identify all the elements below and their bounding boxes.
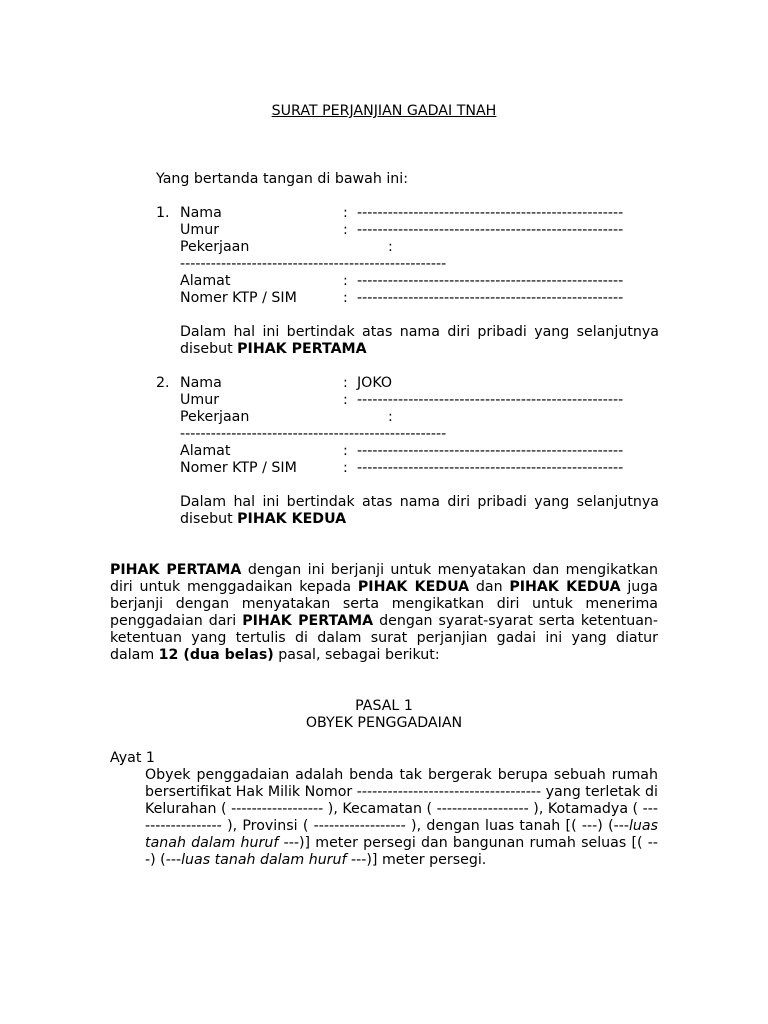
id-value: ---------------------------------------------------- [357, 460, 624, 476]
party-one-address-row [156, 273, 659, 290]
party-one-occupation-row [156, 239, 659, 256]
pasal-heading: PASAL 1 [355, 698, 413, 714]
colon: : [343, 460, 348, 476]
party-one-block [156, 205, 659, 358]
paragraph-text: dengan ini berjanji untuk menyatakan dan mengikatkan diri untuk menggadaikan kepada [110, 562, 658, 595]
party-one-role: PIHAK PERTAMA [237, 341, 367, 357]
document-title: SURAT PERJANJIAN GADAI TNAH [271, 103, 497, 119]
colon: : [343, 273, 348, 289]
party-two-id-row [156, 460, 659, 477]
party-two-age-row [156, 392, 659, 409]
age-value: ---------------------------------------------------- [357, 392, 624, 408]
party-two-occupation-value-row [156, 426, 659, 443]
address-value: ---------------------------------------------------- [357, 273, 624, 289]
pasal-subheading: OBYEK PENGGADAIAN [305, 715, 463, 731]
ayat-text-part: ---)] meter persegi. [346, 852, 487, 868]
ayat-label: Ayat 1 [110, 750, 155, 766]
party-two-block [156, 375, 659, 528]
colon: : [343, 222, 348, 238]
statement-text: Dalam hal ini bertindak atas nama diri pribadi yang selanjutnya disebut [180, 494, 659, 527]
party-one-id-row [156, 290, 659, 307]
id-label: Nomer KTP / SIM [180, 290, 297, 306]
bold-party: PIHAK KEDUA [509, 579, 621, 595]
paragraph-text: juga berjanji dengan menyatakan serta mengikatkan diri untuk menerima penggadaian dari [110, 579, 658, 629]
colon: : [343, 375, 348, 391]
paragraph-text: dan [469, 579, 510, 595]
age-label: Umur [180, 222, 220, 238]
name-label: Nama [180, 375, 222, 391]
party-two-number: 2. [156, 375, 170, 391]
address-label: Alamat [180, 273, 231, 289]
ayat-text-part: Obyek penggadaian adalah benda tak bergerak berupa sebuah rumah bersertifikat Hak Milik Nomor ------------------------------------ yang terletak di Kelurahan ( ------------------ ), Kecamatan ( ------------------ ), Kotamadya ( ------------------ ), Provinsi ( ------------------ ), dengan luas tanah [( ---) (--- [145, 767, 658, 834]
party-one-name-row [156, 205, 659, 222]
name-label: Nama [180, 205, 222, 221]
party-two-statement [180, 494, 659, 528]
colon: : [388, 409, 393, 425]
party-two-name-row [156, 375, 659, 392]
id-value: ---------------------------------------------------- [357, 290, 624, 306]
age-label: Umur [180, 392, 220, 408]
occupation-label: Pekerjaan [180, 409, 250, 425]
party-two-address-row [156, 443, 659, 460]
party-two-occupation-row [156, 409, 659, 426]
ayat-italic: luas tanah dalam huruf [181, 852, 347, 868]
party-two-role: PIHAK KEDUA [237, 511, 347, 527]
ayat-text [145, 767, 658, 869]
ayat-italic: luas tanah dalam huruf [145, 818, 658, 851]
intro-text: Yang bertanda tangan di bawah ini: [156, 171, 408, 187]
colon: : [343, 290, 348, 306]
name-value: ---------------------------------------------------- [357, 205, 624, 221]
occupation-value: ---------------------------------------------------- [180, 256, 447, 272]
name-value: JOKO [357, 375, 393, 391]
occupation-label: Pekerjaan [180, 239, 250, 255]
id-label: Nomer KTP / SIM [180, 460, 297, 476]
address-value: ---------------------------------------------------- [357, 443, 624, 459]
colon: : [343, 392, 348, 408]
bold-party: PIHAK PERTAMA [110, 562, 242, 578]
paragraph-text: pasal, sebagai berikut: [273, 647, 440, 663]
address-label: Alamat [180, 443, 231, 459]
agreement-paragraph [110, 562, 658, 664]
colon: : [343, 443, 348, 459]
age-value: ---------------------------------------------------- [357, 222, 624, 238]
colon: : [343, 205, 348, 221]
bold-count: 12 (dua belas) [158, 647, 274, 663]
colon: : [388, 239, 393, 255]
paragraph-text: dengan syarat-syarat serta ketentuan-ketentuan yang tertulis di dalam surat perjanjian gadai ini yang diatur dalam [110, 613, 659, 663]
occupation-value: ---------------------------------------------------- [180, 426, 447, 442]
bold-party: PIHAK PERTAMA [242, 613, 374, 629]
party-one-age-row [156, 222, 659, 239]
statement-text: Dalam hal ini bertindak atas nama diri pribadi yang selanjutnya disebut [180, 324, 659, 357]
party-one-statement [180, 324, 659, 358]
bold-party: PIHAK KEDUA [357, 579, 470, 595]
party-one-number: 1. [156, 205, 170, 221]
party-one-occupation-value-row [156, 256, 659, 273]
ayat-text-part: ---)] meter persegi dan bangunan rumah seluas [( ---) (--- [145, 835, 658, 868]
